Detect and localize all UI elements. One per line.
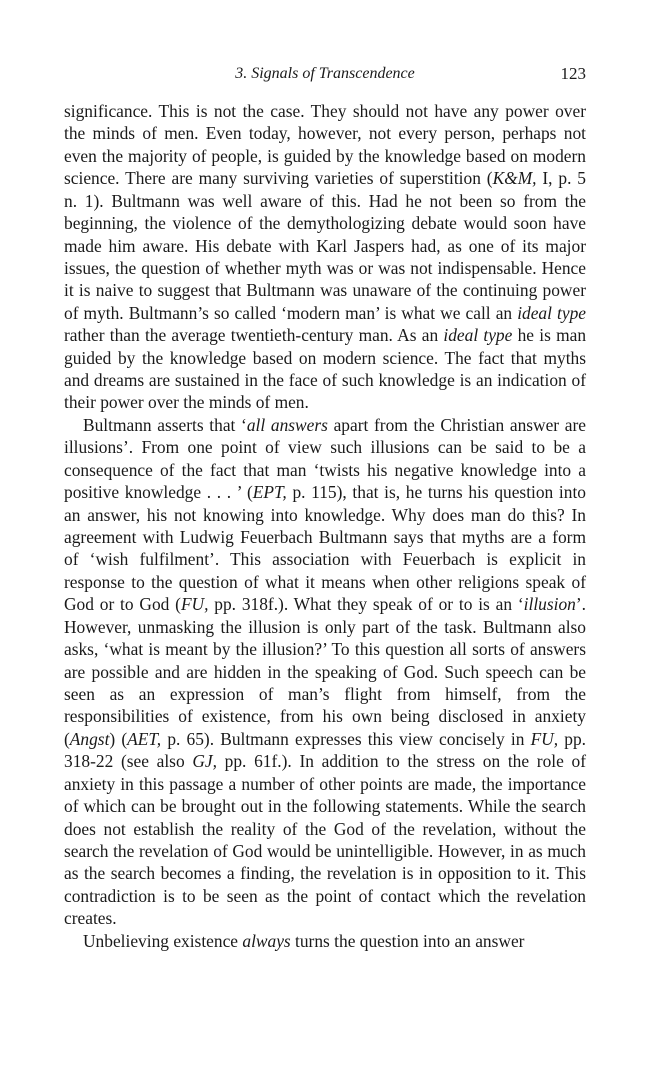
text-run: pp. 318-22 (see also (64, 728, 586, 772)
text-run: Bultmann asserts that ‘ (83, 414, 247, 435)
italic-text: GJ, (192, 751, 217, 772)
italic-text: FU, (180, 594, 209, 615)
text-run: I, p. 5 n. 1). Bultmann was well aware of this. Had he not been so from the beginning, the violence of the demythologizing debate would soon have made him aware. His debate with Karl Jaspers had, as one of its major issues, the question of whether myth was or was not indispensable. Hence it is naive to suggest that Bultmann was unaware of the continuing power of myth. Bultmann’s so called ‘modern man’ is what we call an (64, 168, 586, 323)
italic-text: ideal type (443, 325, 513, 346)
italic-text: K&M, (492, 168, 537, 189)
text-run: p. 65). Bultmann expresses this view concisely in (161, 728, 531, 749)
text-run: rather than the average twentieth-century man. As an (64, 325, 444, 346)
paragraph (64, 414, 586, 930)
text-run: apart from the Christian answer are illusions’. From one point of view such illusions can be said to be a consequence of the fact that man ‘twists his negative knowledge into a positive knowledge . . . ’ ( (64, 414, 587, 503)
italic-text: illusion (523, 594, 576, 615)
text-run: ’. However, unmasking the illusion is only part of the task. Bultmann also asks, ‘what is meant by the illusion?’ To this question all sorts of answers are possible and are hidden in the speaking of God. Such speech can be seen as an expression of man’s flight from himself, from the responsibilities of existence, from his own being disclosed in anxiety ( (64, 594, 586, 749)
italic-text: all answers (246, 414, 328, 435)
italic-text: always (242, 930, 291, 951)
text-run: significance. This is not the case. They should not have any power over the minds of men. Even today, however, not every person, perhaps not even the majority of people, is guided by the knowledge based on modern science. There are many surviving varieties of superstition ( (64, 101, 586, 189)
text-run: turns the question into an answer (290, 930, 525, 951)
italic-text: AET, (127, 728, 162, 749)
italic-text: Angst (69, 728, 110, 749)
text-run: p. 115), that is, he turns his question into an answer, his not knowing into knowledge. Why does man do this? In agreement with Ludwig Feuerbach Bultmann says that myths are a form of ‘wish fulfilment’. This association with Feuerbach is explicit in response to the question of what it means when other religions speak of God or to God ( (64, 482, 586, 615)
italic-text: ideal type (517, 302, 586, 323)
text-run: ) ( (109, 728, 128, 749)
paragraph (64, 100, 586, 414)
text-run: Unbelieving existence (83, 930, 243, 951)
text-run: pp. 61f.). In addition to the stress on the role of anxiety in this passage a number of other points are made, the importance of which can be brought out in the following statements. While the search does not establish the reality of the God of the revelation, without the search the revelation of God would be unintelligible. However, in as much as the search becomes a finding, the revelation is in opposition to it. This contradiction is to be seen as the point of contact which the revelation creates. (64, 751, 586, 929)
page-number: 123 (560, 64, 586, 83)
italic-text: FU, (530, 728, 559, 749)
text-run: he is man guided by the knowledge based on modern science. The fact that myths and dreams are sustained in the face of such knowledge is an indication of their power over the minds of men. (64, 325, 587, 413)
running-header (64, 62, 586, 86)
body-text (64, 100, 586, 952)
paragraph (64, 930, 586, 952)
chapter-running-title: 3. Signals of Transcendence (235, 65, 415, 82)
text-run: pp. 318f.). What they speak of or to is an ‘ (208, 594, 524, 615)
italic-text: EPT, (252, 482, 287, 503)
